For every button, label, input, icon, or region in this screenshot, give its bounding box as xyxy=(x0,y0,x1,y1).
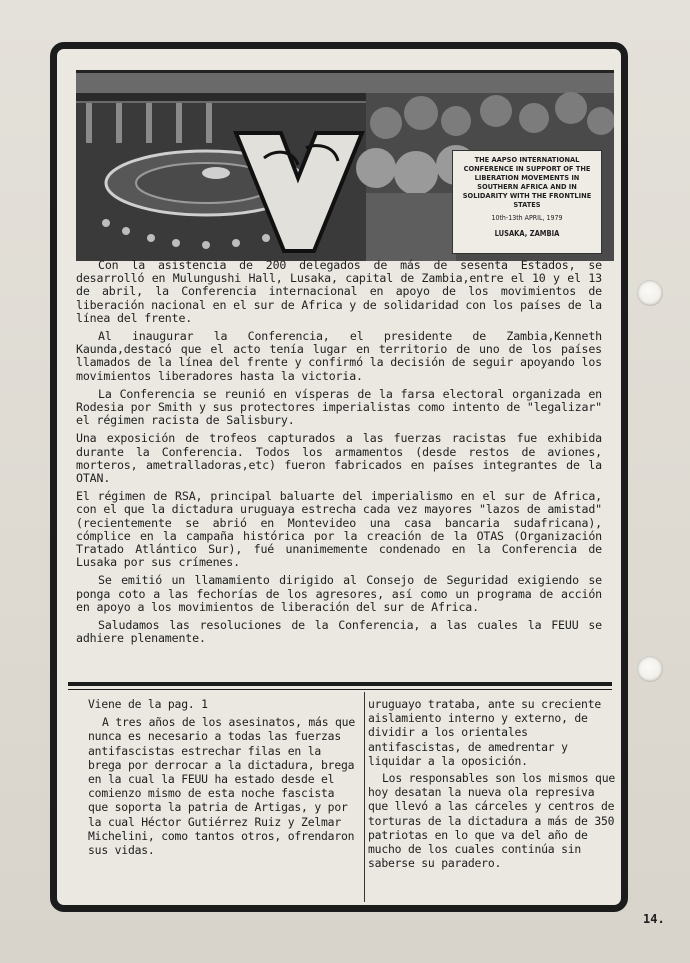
article-paragraph: Con la asistencia de 200 delegados de más de sesenta Estados, se desarrolló en Mulungushi Hall, Lusaka, capital de Zambia,entre el 10 y el 13 de abril, la Conferencia internacional en apoyo de los movimientos de liberación nacional en el sur de Africa y de solidaridad con los países de la línea del frente. xyxy=(76,258,602,325)
continued-left-column xyxy=(88,697,356,860)
continued-heading: Viene de la pag. 1 xyxy=(88,697,208,711)
article-body xyxy=(76,259,602,650)
caption-title: THE AAPSO INTERNATIONAL CONFERENCE IN SUPPORT OF THE LIBERATION MOVEMENTS IN SOUTHERN AFRICA AND IN SOLIDARITY WITH THE FRONTLINE STATES xyxy=(462,155,592,209)
continued-paragraph: uruguayo trataba, ante su creciente aislamiento interno y externo, de dividir a los orientales antifascistas, de amedrentar y liquidar a la oposición. xyxy=(368,697,602,768)
section-divider xyxy=(68,682,612,686)
page-number: 14. xyxy=(643,912,665,926)
continued-paragraph: A tres años de los asesinatos, más que nunca es necesario a todas las fuerzas antifascistas estrechar filas en la brega por derrocar a la dictadura, brega en la cual la FEUU ha estado desde el comienzo mismo de esta noche fascista que soporta la patria de Artigas, y por la cual Héctor Gutiérrez Ruiz y Zelmar Michelini, como tantos otros, ofrendaron sus vidas. xyxy=(88,715,355,858)
continued-paragraph: Los responsables son los mismos que hoy desatan la nueva ola represiva que llevó a las cárceles y centros de torturas de la dictadura a más de 350 patriotas en lo que va del año de mucho de los cuales continúa sin saberse su paradero. xyxy=(368,771,616,871)
binder-hole xyxy=(637,280,663,306)
article-paragraph: Al inaugurar la Conferencia, el presidente de Zambia,Kenneth Kaunda,destacó que el acto tenía lugar en territorio de uno de los países llamados de la línea del frente y confirmó la decisión de seguir apoyando los movimientos liberadores hasta la victoria. xyxy=(76,329,602,383)
article-paragraph: La Conferencia se reunió en vísperas de la farsa electoral organizada en Rodesia por Smith y sus protectores imperialistas como intento de "legalizar" el régimen racista de Salisbury. xyxy=(76,386,602,428)
article-paragraph: Saludamos las resoluciones de la Conferencia, a las cuales la FEUU se adhiere plenamente. xyxy=(76,618,602,646)
article-paragraph: El régimen de RSA, principal baluarte del imperialismo en el sur de Africa, con el que la dictadura uruguaya estrecha cada vez mayores "lazos de amistad" (recientemente se abrió en Montevideo una casa bancaria sudafricana), cómplice en la campaña histórica por la creación de la OTAS (Organización Tratado Atlántico Sur), fué unanimemente condenado en la Conferencia de Lusaka por sus crímenes. xyxy=(76,489,602,570)
continued-right-column xyxy=(368,697,618,873)
binder-hole xyxy=(637,656,663,682)
article-paragraph: Una exposición de trofeos capturados a las fuerzas racistas fue exhibida durante la Conferencia. Todos los armamentos (desde restos de aviones, morteros, ametralladoras,etc) fueron fabricados en países integrantes de la OTAN. xyxy=(76,431,602,486)
conference-caption xyxy=(452,150,602,254)
section-divider-thin xyxy=(68,689,612,690)
caption-dates: 10th-13th APRIL, 1979 xyxy=(491,214,563,222)
column-rule xyxy=(364,692,365,902)
caption-place: LUSAKA, ZAMBIA xyxy=(494,229,560,238)
article-paragraph: Se emitió un llamamiento dirigido al Consejo de Seguridad exigiendo se ponga coto a las fechorías de los agresores, así como un programa de acción en apoyo a los movimientos de liberación del sur de Africa. xyxy=(76,573,602,614)
